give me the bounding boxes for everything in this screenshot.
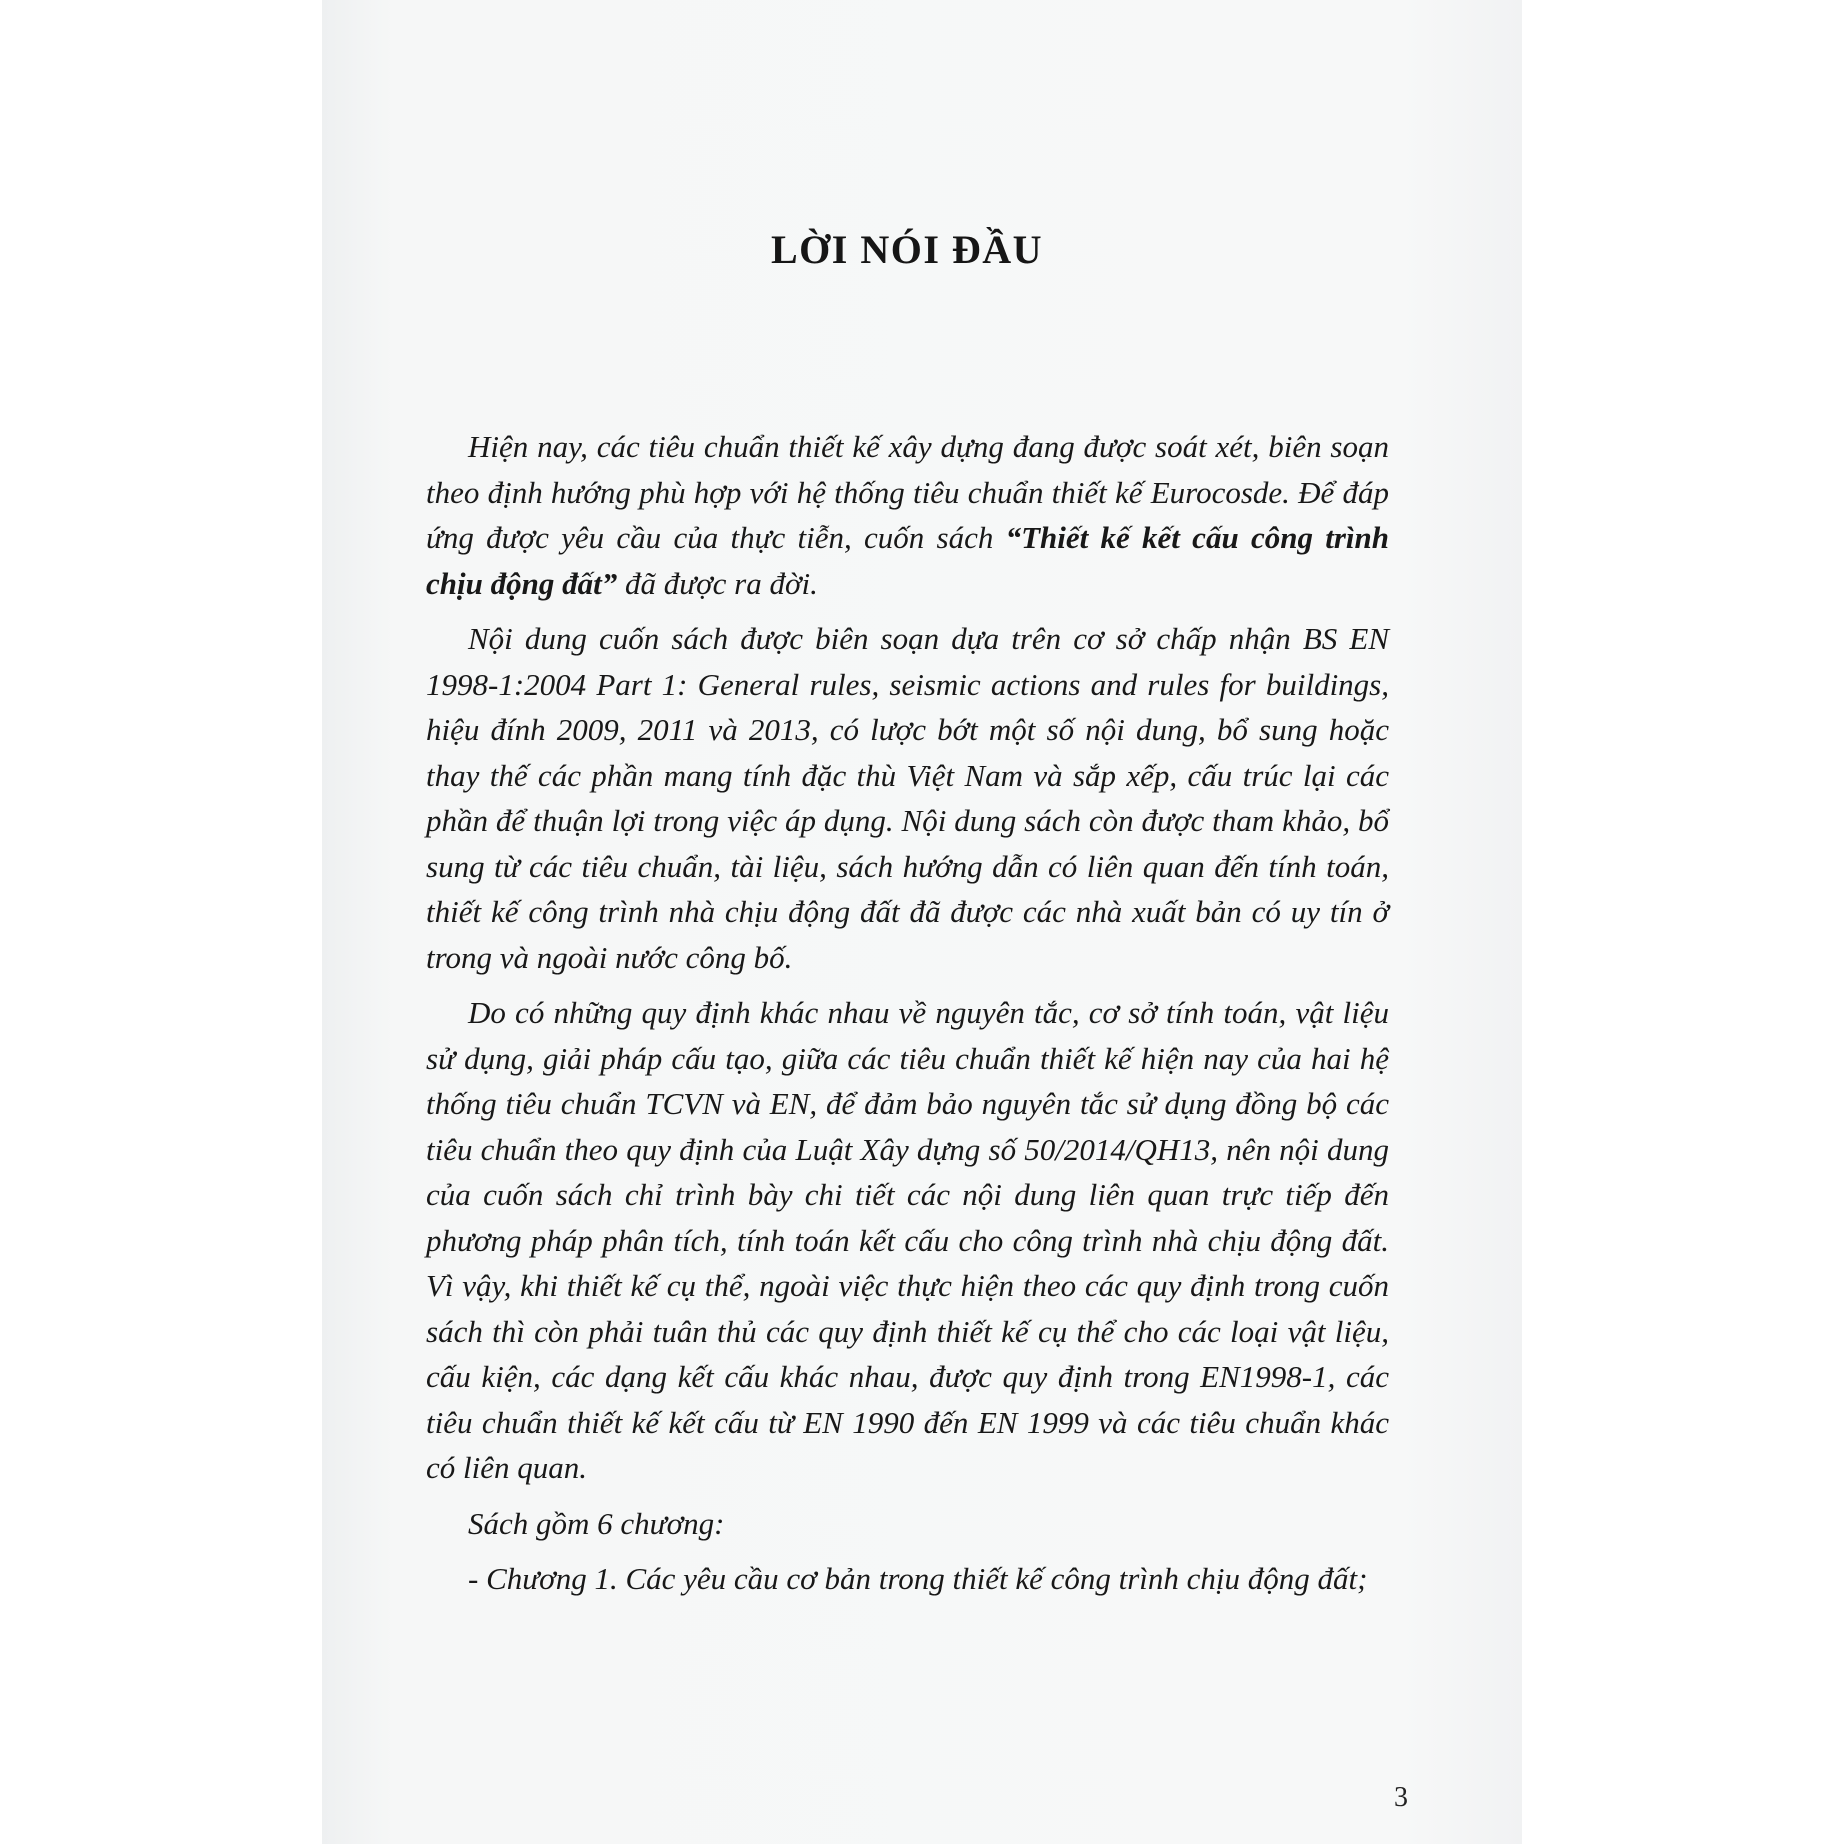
book-page [322, 0, 1522, 1844]
paragraph-content: Nội dung cuốn sách được biên soạn dựa trên cơ sở chấp nhận BS EN 1998-1:2004 Part 1: General rules, seismic actions and rules for buildings, hiệu đính 2009, 2011 và 2013, có lược bớt một số nội dung, bổ sung hoặc thay thế các phần mang tính đặc thù Việt Nam và sắp xếp, cấu trúc lại các phần để thuận lợi trong việc áp dụng. Nội dung sách còn được tham khảo, bổ sung từ các tiêu chuẩn, tài liệu, sách hướng dẫn có liên quan đến tính toán, thiết kế công trình nhà chịu động đất đã được các nhà xuất bản có uy tín ở trong và ngoài nước công bố. [426, 621, 1389, 975]
paragraph-intro [426, 424, 1389, 606]
chapter-1-item: - Chương 1. Các yêu cầu cơ bản trong thiết kế công trình chịu động đất; [468, 1561, 1368, 1596]
paragraph-intro-text: Hiện nay, các tiêu chuẩn thiết kế xây dựng đang được soát xét, biên soạn theo định hướng phù hợp với hệ thống tiêu chuẩn thiết kế Eurocosde. Để đáp ứng được yêu cầu của thực tiễn, cuốn sách [426, 429, 1389, 555]
book-title: “Thiết kế kết cấu công trình chịu động đất” [426, 520, 1389, 601]
paragraph-intro-end: đã được ra đời. [617, 565, 818, 601]
paragraph-chapters: Sách gồm 6 chương: [468, 1505, 725, 1541]
paragraph-standards: Do có những quy định khác nhau về nguyên tắc, cơ sở tính toán, vật liệu sử dụng, giải pháp cấu tạo, giữa các tiêu chuẩn thiết kế hiện nay của hai hệ thống tiêu chuẩn TCVN và EN, để đảm bảo nguyên tắc sử dụng đồng bộ các tiêu chuẩn theo quy định của Luật Xây dựng số 50/2014/QH13, nên nội dung của cuốn sách chỉ trình bày chi tiết các nội dung liên quan trực tiếp đến phương pháp phân tích, tính toán kết cấu cho công trình nhà chịu động đất. Vì vậy, khi thiết kế cụ thể, ngoài việc thực hiện theo các quy định trong cuốn sách thì còn phải tuân thủ các quy định thiết kế cụ thể cho các loại vật liệu, cấu kiện, các dạng kết cấu khác nhau, được quy định trong EN1998-1, các tiêu chuẩn thiết kế kết cấu từ EN 1990 đến EN 1999 và các tiêu chuẩn khác có liên quan. [426, 995, 1389, 1485]
body-text [426, 424, 1389, 1612]
page-number: 3 [1394, 1782, 1408, 1813]
page-heading: LỜI NÓI ĐẦU [770, 227, 1044, 272]
